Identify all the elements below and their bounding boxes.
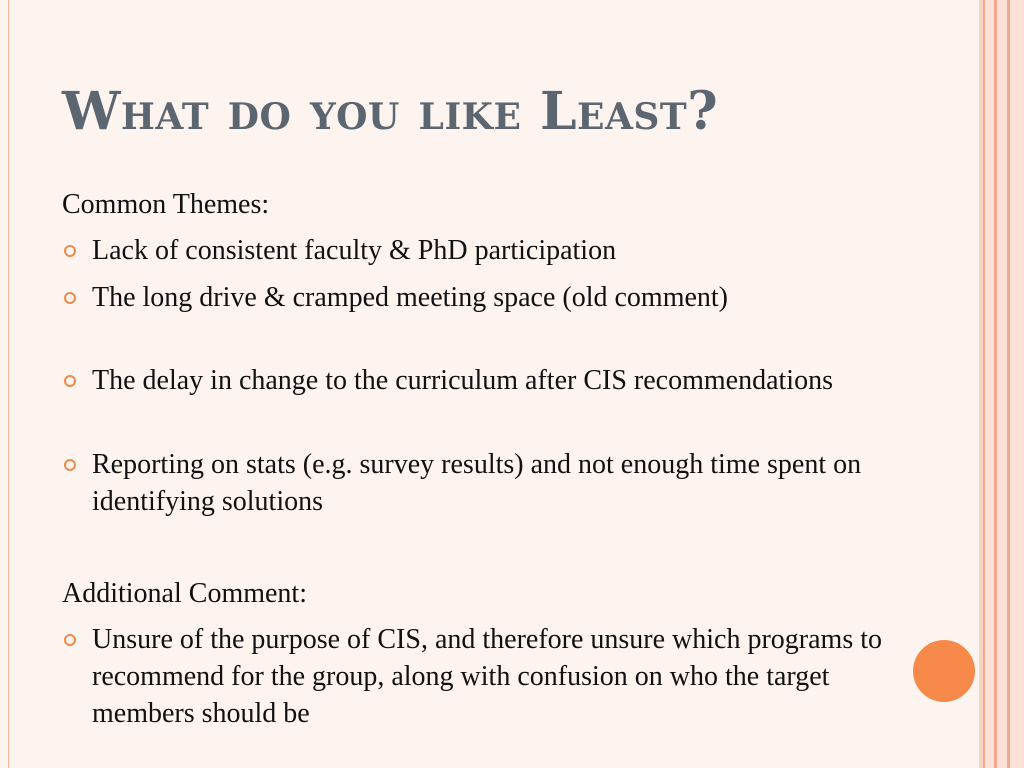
theme-bullet-item — [62, 232, 922, 269]
comment-text: Unsure of the purpose of CIS, and therefore unsure which programs to recommend for the group, along with confusion on who the target members should be — [92, 624, 883, 729]
theme-bullet-item — [62, 362, 922, 399]
additional-comment-heading: Additional Comment: — [62, 578, 307, 609]
theme-text: Lack of consistent faculty & PhD participation — [92, 235, 617, 266]
theme-bullet-item — [62, 279, 922, 316]
right-decorative-stripe — [1010, 0, 1024, 768]
theme-text: The delay in change to the curriculum after CIS recommendations — [92, 365, 833, 396]
slide-title: What do you like Least? — [62, 81, 719, 142]
bullet-ring-icon — [64, 292, 76, 304]
bullet-ring-icon — [64, 634, 76, 646]
right-decorative-stripe — [985, 0, 994, 768]
common-themes-heading: Common Themes: — [62, 189, 270, 220]
theme-text: Reporting on stats (e.g. survey results) and not enough time spent on identifying solutions — [92, 449, 862, 517]
theme-text: The long drive & cramped meeting space (old comment) — [92, 282, 729, 313]
bullet-ring-icon — [64, 459, 76, 471]
bullet-ring-icon — [64, 375, 76, 387]
comment-bullet-item — [62, 621, 922, 732]
theme-bullet-item — [62, 446, 922, 520]
bullet-ring-icon — [64, 245, 76, 257]
left-border-line — [8, 0, 9, 768]
right-decorative-stripe — [997, 0, 1007, 768]
orange-circle-decoration — [913, 640, 975, 702]
